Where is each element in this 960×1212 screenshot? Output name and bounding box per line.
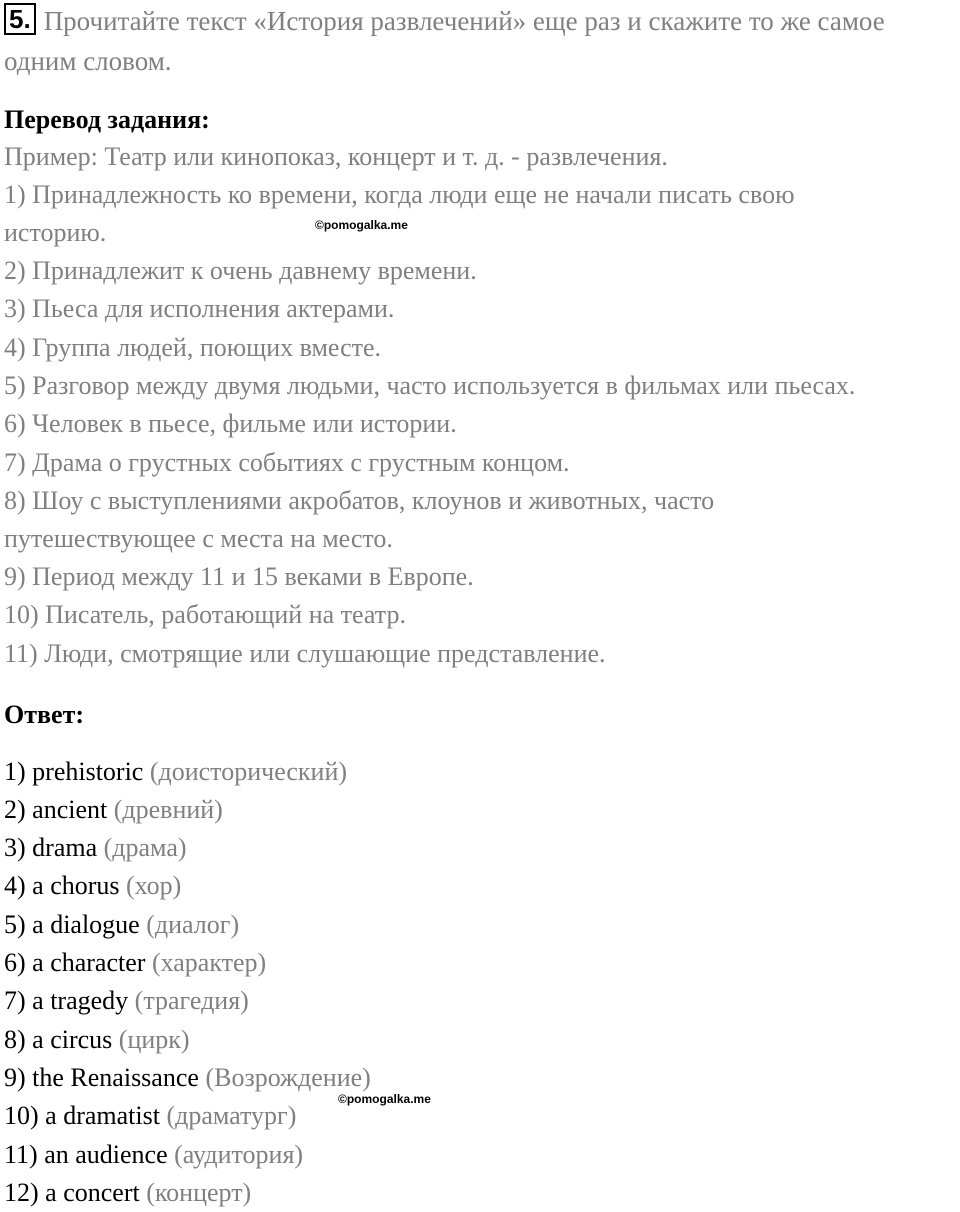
answer-english: 12) a concert [4,1178,140,1207]
answer-item [4,1136,303,1174]
translation-line: 5) Разговор между двумя людьми, часто используется в фильмах или пьесах. [4,371,856,400]
answer-russian: (цирк) [118,1025,190,1054]
answer-russian: (характер) [151,948,267,977]
task-text-line-2: одним словом. [4,46,172,76]
answer-english: 11) an audience [4,1140,168,1169]
translation-line: 4) Группа людей, поющих вместе. [4,333,382,362]
translation-line: Пример: Театр или кинопоказ, концерт и т. д. - развлечения. [4,142,668,171]
task-text: Прочитайте текст «История развлечений» еще раз и скажите то же самое [43,6,885,36]
answer-russian: (драматург) [166,1101,297,1130]
answer-item [4,1097,296,1135]
watermark: ©pomogalka.me [315,218,408,232]
answer-item [4,867,181,905]
translation-line: 2) Принадлежит к очень давнему времени. [4,256,477,285]
answer-russian: (хор) [126,871,182,900]
answer-item [4,982,249,1020]
answer-english: 7) a tragedy [4,986,129,1015]
answer-russian: (Возрождение) [205,1063,371,1092]
answer-russian: (трагедия) [134,986,249,1015]
watermark: ©pomogalka.me [338,1092,431,1106]
answer-english: 5) a dialogue [4,910,140,939]
answer-english: 3) drama [4,833,98,862]
translation-line: 9) Период между 11 и 15 веками в Европе. [4,562,474,591]
translation-line: 6) Человек в пьесе, фильме или истории. [4,409,457,438]
translation-line: 1) Принадлежность ко времени, когда люди еще не начали писать свою [4,180,795,209]
translation-heading: Перевод задания: [4,105,210,134]
answer-english: 6) a character [4,948,146,977]
translation-line: 7) Драма о грустных событиях с грустным концом. [4,448,570,477]
answer-russian: (древний) [113,795,223,824]
answer-item [4,906,239,944]
answer-item [4,1059,371,1097]
answer-item [4,829,187,867]
answer-english: 4) a chorus [4,871,120,900]
answer-english: 9) the Renaissance [4,1063,199,1092]
answer-russian: (концерт) [146,1178,252,1207]
translation-line: 3) Пьеса для исполнения актерами. [4,294,395,323]
answer-russian: (доисторический) [149,757,348,786]
answer-item [4,791,223,829]
answer-item [4,753,347,791]
answer-russian: (аудитория) [174,1140,304,1169]
task-text-line-1 [4,2,885,40]
translation-line: 11) Люди, смотрящие или слушающие представление. [4,639,606,668]
translation-line: 10) Писатель, работающий на театр. [4,600,406,629]
answer-item [4,944,266,982]
translation-line: 8) Шоу с выступлениями акробатов, клоунов и животных, часто [4,486,715,515]
answer-item [4,1021,190,1059]
answer-english: 8) a circus [4,1025,113,1054]
answer-english: 1) prehistoric [4,757,144,786]
answer-russian: (драма) [103,833,187,862]
answer-english: 10) a dramatist [4,1101,160,1130]
task-number-badge: 5. [4,3,36,35]
translation-line: историю. [4,218,107,247]
answer-heading: Ответ: [4,700,85,729]
answer-english: 2) ancient [4,795,108,824]
answer-item [4,1174,251,1212]
translation-line: путешествующее с места на место. [4,524,393,553]
answer-russian: (диалог) [146,910,240,939]
